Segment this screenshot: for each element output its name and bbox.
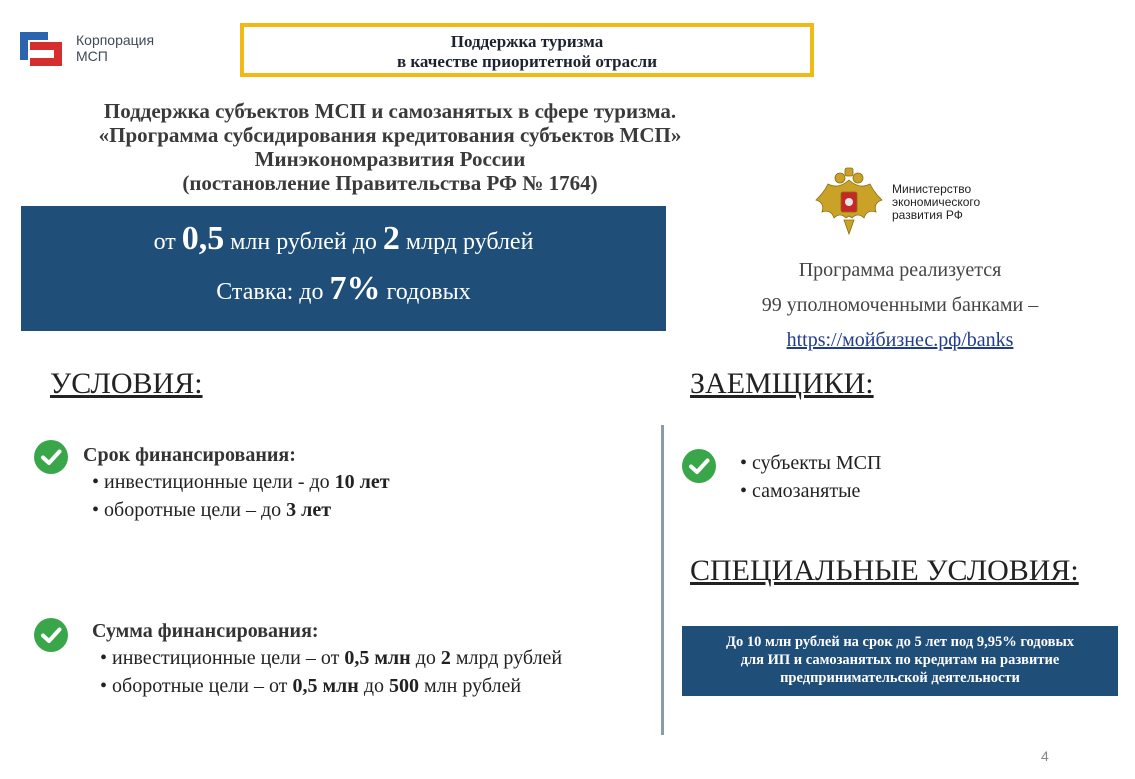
column-divider <box>661 425 664 735</box>
amount-min: 0,5 <box>181 220 225 257</box>
program-line2: 99 уполномоченными банками – <box>761 294 1039 316</box>
list-item: • самозанятые <box>740 480 861 502</box>
corp-msp-logo-icon <box>18 26 64 68</box>
ministry-label <box>892 183 980 222</box>
term-list <box>92 468 390 524</box>
amount-box <box>21 206 666 331</box>
banks-link[interactable]: https://мойбизнес.рф/banks <box>786 329 1014 351</box>
amount-suffix: млрд рублей <box>405 229 534 255</box>
term-heading: Срок финансирования: <box>83 444 296 466</box>
borrowers-title: ЗАЕМЩИКИ: <box>690 367 874 400</box>
conditions-title: УСЛОВИЯ: <box>50 367 203 400</box>
amount-item-v2: 500 <box>389 675 419 697</box>
coat-of-arms-icon <box>814 166 884 238</box>
special-conditions-box <box>682 626 1118 696</box>
rate-prefix: Ставка: до <box>216 279 324 305</box>
logo-text-line1: Корпорация <box>76 32 155 48</box>
rate-suffix: годовых <box>386 279 471 305</box>
list-item: • субъекты МСП <box>740 452 882 474</box>
slide-heading <box>20 99 760 195</box>
term-item-value: 10 лет <box>334 471 390 493</box>
amount-item-mid: до <box>363 675 384 697</box>
special-line3: предпринимательской деятельности <box>780 670 1020 686</box>
page-number: 4 <box>1041 748 1049 764</box>
special-line1: До 10 млн рублей на срок до 5 лет под 9,95% годовых <box>725 634 1075 650</box>
amount-item-post: млн рублей <box>424 675 522 697</box>
list-item: • инвестиционные цели – от 0,5 млн до 2 млрд рублей <box>100 647 563 669</box>
amount-list <box>100 644 562 700</box>
logo-text-line2: МСП <box>76 48 108 64</box>
amount-max: 2 <box>382 220 400 257</box>
heading-line2: «Программа субсидирования кредитования субъектов МСП» <box>98 123 682 147</box>
check-circle-icon <box>34 440 68 474</box>
term-item-value: 3 лет <box>286 499 332 521</box>
program-info <box>700 253 1100 358</box>
amount-range <box>21 220 666 258</box>
top-banner-line2: в качестве приоритетной отрасли <box>396 52 658 71</box>
amount-item-post: млрд рублей <box>455 647 563 669</box>
amount-item-v2: 2 <box>440 647 451 669</box>
ministry-line3: развития РФ <box>892 208 963 222</box>
borrower-item: субъекты МСП <box>752 452 882 474</box>
program-line1: Программа реализуется <box>798 259 1002 281</box>
amount-mid: млн рублей до <box>230 229 377 255</box>
amount-prefix: от <box>153 229 176 255</box>
amount-item-v1: 0,5 млн <box>292 675 359 697</box>
rate-value: 7% <box>329 270 381 307</box>
check-circle-icon <box>682 449 716 483</box>
list-item: • оборотные цели – до 3 лет <box>92 499 332 521</box>
top-banner <box>240 23 814 77</box>
borrowers-list <box>740 449 881 505</box>
heading-line4: (постановление Правительства РФ № 1764) <box>182 171 598 195</box>
top-banner-line1: Поддержка туризма <box>450 32 604 51</box>
heading-line1: Поддержка субъектов МСП и самозанятых в сфере туризма. <box>103 99 677 123</box>
term-item-text: инвестиционные цели - до <box>104 471 330 493</box>
corp-msp-logo <box>18 22 188 72</box>
ministry-line1: Министерство <box>892 182 972 196</box>
ministry-line2: экономического <box>892 195 981 209</box>
special-line2: для ИП и самозанятых по кредитам на развитие <box>740 652 1060 668</box>
amount-item-pre: инвестиционные цели – от <box>112 647 340 669</box>
list-item: • оборотные цели – от 0,5 млн до 500 млн рублей <box>100 675 522 697</box>
list-item: • инвестиционные цели - до 10 лет <box>92 471 390 493</box>
amount-item-mid: до <box>415 647 436 669</box>
check-circle-icon <box>34 618 68 652</box>
rate-line <box>21 270 666 308</box>
special-title: СПЕЦИАЛЬНЫЕ УСЛОВИЯ: <box>690 554 1079 587</box>
heading-line3: Минэкономразвития России <box>254 147 526 171</box>
term-item-text: оборотные цели – до <box>104 499 282 521</box>
amount-item-pre: оборотные цели – от <box>112 675 288 697</box>
amount-heading: Сумма финансирования: <box>92 620 319 642</box>
amount-item-v1: 0,5 млн <box>344 647 411 669</box>
borrower-item: самозанятые <box>752 480 861 502</box>
